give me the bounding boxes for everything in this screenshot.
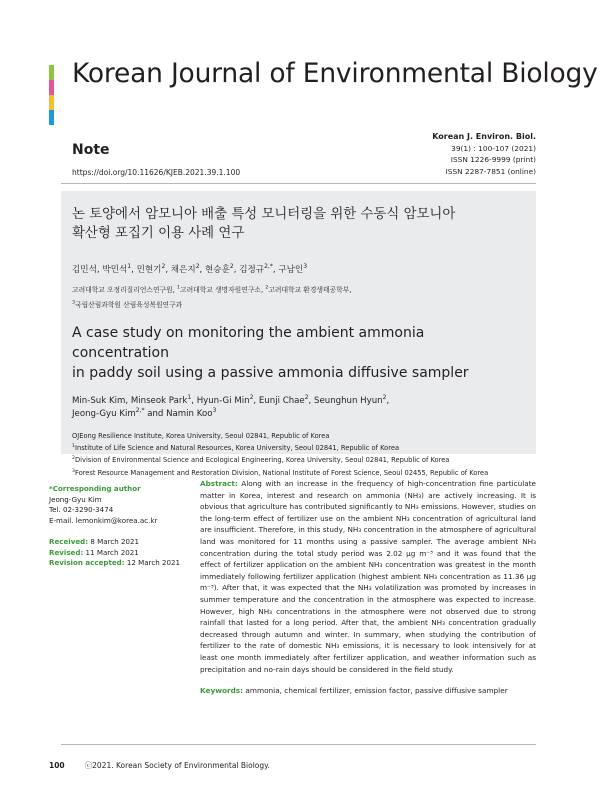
- affiliation-text: OJEong Resilience Institute, Korea University, Seoul 02841, Republic of Korea: [72, 431, 330, 440]
- author-affiliation-mark: 2: [304, 393, 309, 401]
- korean-authors: 김민석, 박민석$^1$, 민현기$^2$, 채은지$^2$, 현승훈$^2$, 김정규$^{2,*}$, 구남인$^3$: [72, 263, 308, 275]
- korean-affiliation-0: 고려대학교 오정리질리언스연구원,: [72, 286, 177, 294]
- corresponding-author-tel: Tel. 02-3290-3474: [49, 505, 114, 514]
- abstract-text: Along with an increase in the frequency of high-concentration fine particulate matter in Korea, interest and research on ammonia (NH₃) are actively increasing. It is obvious that agriculture has contributed significantly to NH₃ emissions. However, studies on the long-term effect of fertilizer use on the ambient NH₃ concentration of agricultural land are insufficient. Therefore, in this study, NH₃ concentration in the atmosphere of agricultural land was monitored for 11 months using a passive sampler. The average ambient NH₃ concentration during the total study period was 2.02 μg m⁻³ and it was found that the effect of fertilizer application on the ambient NH₃ concentration was greatest in the month immediately following fertilizer application (highest ambient NH₃ concentration as 11.36 μg m⁻³). After that, it was expected that the NH₃ volatilization was promoted by increases in summer temperature and the concentration in the atmosphere was expected to increase. However, high NH₃ concentrations in the atmosphere were not observed due to strong rainfall that lasted for a long period. After that, the ambient NH₃ concentration gradually decreased through autumn and winter. In summary, when studying the contribution of fertilizer to the rate of domestic NH₃ emissions, it is necessary to look intensively for at least one month immediately after fertilizer application, and weather information such as precipitation and no-rain days should be considered in the field study.: [200, 479, 536, 674]
- korean-affiliations: 고려대학교 오정리질리언스연구원, $^1$고려대학교 생명자원연구소, $^2$고려대학교 환경생태공학부, $^3$국립산림과학원 산림육성복원연구과: [72, 285, 352, 309]
- color-segment-pink: [49, 80, 54, 95]
- korean-affiliation-3: 국립산림과학원 산림육성복원연구과: [75, 301, 183, 309]
- author-name: 구남인: [278, 265, 304, 275]
- corresponding-author-name: Jeong-Gyu Kim: [49, 494, 102, 504]
- doi-link[interactable]: https://doi.org/10.11626/KJEB.2021.39.1.100: [72, 168, 241, 177]
- color-segment-blue: [49, 110, 54, 125]
- author-affiliation-mark: 2: [195, 263, 200, 271]
- color-segment-yellow: [49, 95, 54, 110]
- revised-label: Revised:: [49, 547, 84, 557]
- abstract: [200, 478, 536, 675]
- author-affiliation-mark: 2: [161, 263, 166, 271]
- corresponding-author-label: *Corresponding author: [49, 484, 141, 493]
- author-name: 현승훈: [204, 265, 230, 275]
- author-affiliation-mark: 2: [249, 393, 254, 401]
- author-affiliation-mark: 3: [303, 263, 308, 271]
- corresponding-author-email[interactable]: E-mail. lemonkim@korea.ac.kr: [49, 515, 158, 525]
- affiliation-line: [72, 442, 525, 454]
- keywords-label: Keywords:: [200, 686, 244, 695]
- english-title: [72, 323, 525, 383]
- issn-online: ISSN 2287-7851 (online): [445, 166, 536, 176]
- korean-title-line2: 확산형 포집기 이용 사례 연구: [72, 226, 245, 241]
- received-date: 8 March 2021: [88, 537, 140, 546]
- author-name: 채은지: [170, 265, 196, 275]
- keywords: [200, 686, 536, 695]
- korean-affiliation-1: 고려대학교 생명자원연구소,: [180, 286, 266, 294]
- english-title-line2: in paddy soil using a passive ammonia diffusive sampler: [72, 365, 469, 381]
- volume-pages: 39(1) : 100-107 (2021): [451, 143, 536, 153]
- english-author-last: and Namin Koo: [144, 408, 213, 419]
- keywords-text: ammonia, chemical fertilizer, emission factor, passive diffusive sampler: [243, 686, 508, 695]
- revised-date: 11 March 2021: [83, 547, 139, 557]
- issn-print: ISSN 1226-9999 (print): [450, 155, 536, 165]
- author-affiliation-mark: 1: [187, 393, 192, 401]
- affiliation-text: Division of Environmental Science and Ecological Engineering, Korea University, Seoul 02841, Republic of Korea: [74, 456, 450, 465]
- author-affiliation-mark: 2: [229, 263, 234, 271]
- author-affiliation-mark: 1: [127, 263, 132, 271]
- affiliation-mark: 3: [72, 468, 75, 474]
- journal-meta: [432, 131, 536, 177]
- journal-abbreviation: Korean J. Environ. Biol.: [432, 132, 536, 141]
- korean-title-line1: 논 토양에서 암모니아 배출 특성 모니터링을 위한 수동식 암모니아: [72, 207, 456, 222]
- received-label: Received:: [49, 537, 89, 546]
- author-name: Eunji Chae: [258, 395, 305, 406]
- footer-divider: [61, 744, 536, 745]
- affiliation-line: [72, 454, 525, 466]
- author-name: 김정규: [239, 265, 265, 275]
- korean-affiliation-2: 고려대학교 환경생태공학부,: [268, 286, 352, 294]
- korean-title: [72, 205, 525, 243]
- color-segment-green: [49, 65, 54, 80]
- author-name: Hyun-Gi Min: [196, 395, 250, 406]
- title-box: [61, 191, 536, 477]
- author-name: 민현기: [136, 265, 162, 275]
- english-author-corresponding: Jeong-Gyu Kim: [72, 408, 136, 419]
- accepted-label: Revision accepted:: [49, 558, 125, 567]
- affiliation-text: Institute of Life Science and Natural Resources, Korea University, Seoul 02841, Republic of Korea: [74, 444, 400, 453]
- english-authors: Min-Suk Kim, Minseok Park$^1$, Hyun-Gi Min$^2$, Eunji Chae$^2$, Seunghun Hyun$^2$, Jeong-Gyu Kim$^{2,*}$ and Namin Koo$^3$: [72, 393, 390, 419]
- page-footer: [49, 760, 270, 771]
- author-affiliation-mark: 2: [382, 393, 387, 401]
- author-affiliation-mark: 2,*: [264, 263, 273, 271]
- author-name: Minseok Park: [130, 395, 188, 406]
- journal-title: Korean Journal of Environmental Biology: [72, 58, 598, 89]
- author-name: 김민석: [72, 265, 97, 275]
- author-name: 박민석: [102, 265, 128, 275]
- abstract-label: Abstract:: [200, 479, 238, 488]
- copyright: ⓒ2021. Korean Society of Environmental Biology.: [84, 761, 270, 770]
- affiliation-text: Forest Resource Management and Restoration Division, National Institute of Forest Science, Seoul 02455, Republic of Korea: [74, 468, 489, 477]
- journal-color-bar: [49, 65, 54, 125]
- author-name: Min-Suk Kim: [72, 395, 126, 406]
- english-authors-line1: Min-Suk Kim, Minseok Park$^1$, Hyun-Gi Min$^2$, Eunji Chae$^2$, Seunghun Hyun$^2$,: [72, 393, 390, 406]
- affiliation-mark: 2: [72, 456, 75, 462]
- author-name: Seunghun Hyun: [314, 395, 383, 406]
- article-dates: [49, 537, 189, 569]
- accepted-date: 12 March 2021: [124, 558, 181, 567]
- page-number: 100: [49, 761, 65, 770]
- header-divider: [61, 183, 536, 184]
- english-title-line1: A case study on monitoring the ambient ammonia concentration: [72, 325, 425, 361]
- affiliation-mark: 1: [72, 443, 75, 449]
- affiliation-line: [72, 430, 525, 442]
- author-info-column: [49, 484, 189, 569]
- english-affiliations: [72, 430, 525, 480]
- article-type: Note: [72, 142, 110, 158]
